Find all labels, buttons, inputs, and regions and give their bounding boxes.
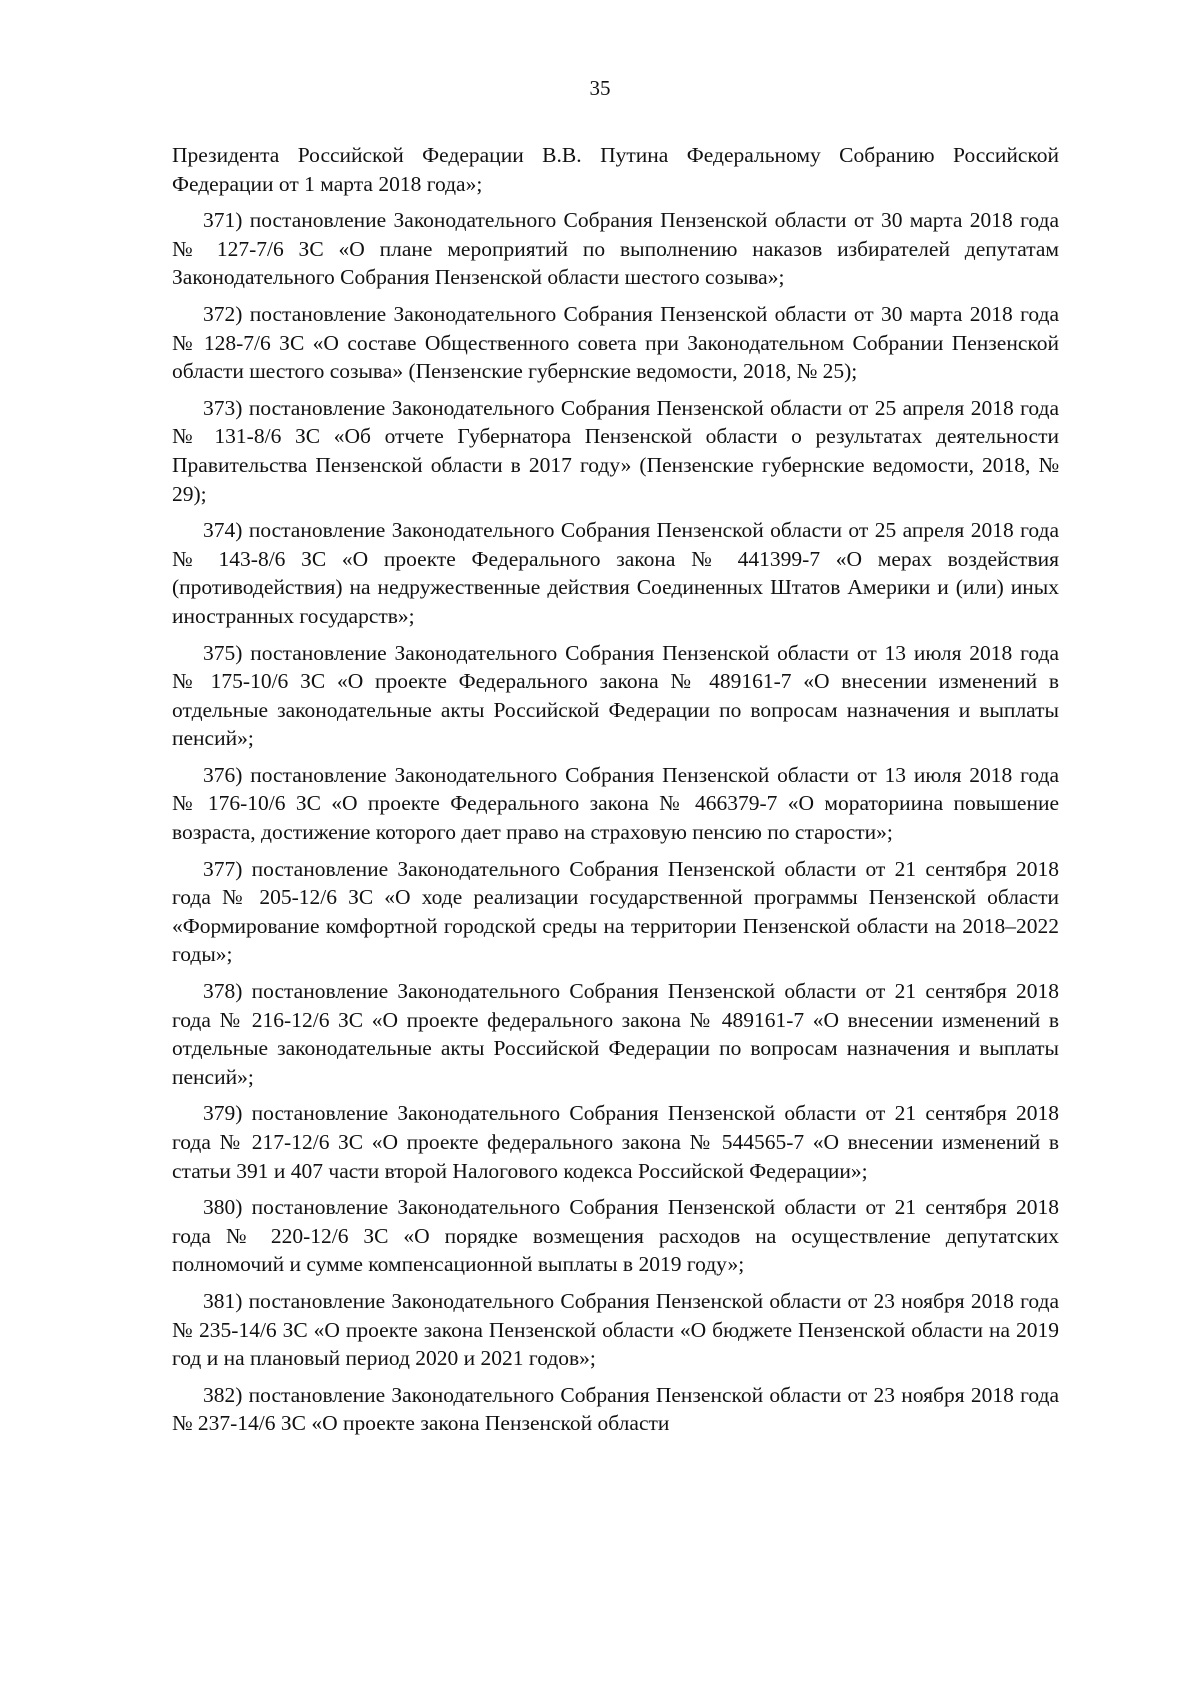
list-item-378: 378) постановление Законодательного Собрания Пензенской области от 21 сентября 2018 года № 216-12/6 ЗС «О проекте федерального закона № 489161-7 «О внесении изменений в отдельные законодательные акты Российской Федерации по вопросам назначения и выплаты пенсий»; bbox=[172, 979, 1059, 1089]
list-item-381: 381) постановление Законодательного Собрания Пензенской области от 23 ноября 2018 года № 235-14/6 ЗС «О проекте закона Пензенской области «О бюджете Пензенской области на 2019 год и на плановый период 2020 и 2021 годов»; bbox=[172, 1288, 1059, 1371]
paragraph-continuation: Президента Российской Федерации В.В. Путина Федеральному Собранию Российской Федерации от 1 марта 2018 года»; bbox=[172, 143, 1059, 196]
list-item-377: 377) постановление Законодательного Собрания Пензенской области от 21 сентября 2018 года № 205-12/6 ЗС «О ходе реализации государственной программы Пензенской области «Формирование комфортной городской среды на территории Пензенской области на 2018–2022 годы»; bbox=[172, 856, 1059, 967]
list-item-374: 374) постановление Законодательного Собрания Пензенской области от 25 апреля 2018 года № 143-8/6 ЗС «О проекте Федерального закона № 441399-7 «О мерах воздействия (противодействия) на недружественные действия Соединенных Штатов Америки и (или) иных иностранных государств»; bbox=[172, 518, 1059, 628]
list-item-373: 373) постановление Законодательного Собрания Пензенской области от 25 апреля 2018 года № 131-8/6 ЗС «Об отчете Губернатора Пензенской области о результатах деятельности Правительства Пензенской области в 2017 году» (Пензенские губернские ведомости, 2018, № 29); bbox=[172, 395, 1059, 506]
list-item-375: 375) постановление Законодательного Собрания Пензенской области от 13 июля 2018 года № 175-10/6 ЗС «О проекте Федерального закона № 489161-7 «О внесении изменений в отдельные законодательные акты Российской Федерации по вопросам назначения и выплаты пенсий»; bbox=[172, 640, 1059, 751]
list-item-380: 380) постановление Законодательного Собрания Пензенской области от 21 сентября 2018 года № 220-12/6 ЗС «О порядке возмещения расходов на осуществление депутатских полномочий и сумме компенсационной выплаты в 2019 году»; bbox=[172, 1195, 1059, 1277]
page-number: 35 bbox=[589, 76, 611, 100]
list-item-382: 382) постановление Законодательного Собрания Пензенской области от 23 ноября 2018 года № 237-14/6 ЗС «О проекте закона Пензенской области bbox=[172, 1382, 1059, 1436]
document-body bbox=[172, 141, 1059, 1446]
list-item-379: 379) постановление Законодательного Собрания Пензенской области от 21 сентября 2018 года № 217-12/6 ЗС «О проекте федерального закона № 544565-7 «О внесении изменений в статьи 391 и 407 части второй Налогового кодекса Российской Федерации»; bbox=[172, 1101, 1059, 1183]
list-item-372: 372) постановление Законодательного Собрания Пензенской области от 30 марта 2018 года № 128-7/6 ЗС «О составе Общественного совета при Законодательном Собрании Пензенской области шестого созыва» (Пензенские губернские ведомости, 2018, № 25); bbox=[172, 301, 1059, 384]
list-item-371: 371) постановление Законодательного Собрания Пензенской области от 30 марта 2018 года № 127-7/6 ЗС «О плане мероприятий по выполнению наказов избирателей депутатам Законодательного Собрания Пензенской области шестого созыва»; bbox=[172, 208, 1059, 290]
list-item-376: 376) постановление Законодательного Собрания Пензенской области от 13 июля 2018 года № 176-10/6 ЗС «О проекте Федерального закона № 466379-7 «О мораториина повышение возраста, достижение которого дает право на страховую пенсию по старости»; bbox=[172, 762, 1059, 845]
